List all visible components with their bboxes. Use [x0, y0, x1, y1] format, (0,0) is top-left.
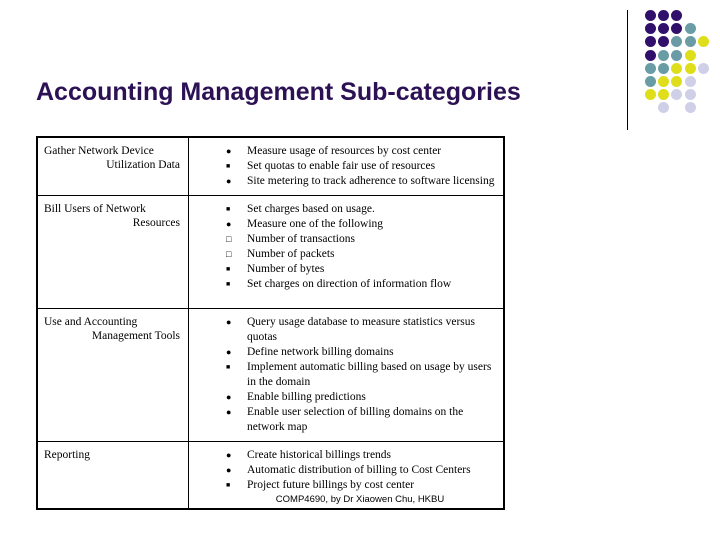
list-item-text: Enable billing predictions [247, 391, 366, 403]
page-title: Accounting Management Sub-categories [36, 78, 521, 106]
decorative-dot [658, 102, 669, 113]
list-item-text: Enable user selection of billing domains on the network map [247, 406, 464, 433]
decorative-dot [698, 63, 709, 74]
category-label-line1: Reporting [44, 449, 90, 461]
list-item [189, 448, 499, 463]
list-item [189, 315, 499, 345]
decorative-dot [658, 36, 669, 47]
list-item [189, 232, 499, 247]
list-item [189, 277, 499, 292]
table-row [37, 196, 504, 309]
category-label-line1: Gather Network Device [44, 145, 154, 157]
decorative-dot [658, 63, 669, 74]
list-item-text: Number of packets [247, 248, 335, 260]
decorative-dot [671, 63, 682, 74]
table-row [37, 137, 504, 196]
bullet-square-icon: ■ [226, 281, 231, 288]
decorative-dot [685, 23, 696, 34]
list-item-text: Site metering to track adherence to software licensing [247, 175, 495, 187]
list-item-text: Set charges based on usage. [247, 203, 375, 215]
decorative-dot [645, 63, 656, 74]
decorative-dot [685, 36, 696, 47]
decorative-dot [645, 36, 656, 47]
decorative-dot [685, 102, 696, 113]
list-item-text: Measure one of the following [247, 218, 384, 230]
category-label-line2: Management Tools [91, 330, 180, 342]
bullet-round-icon: ● [226, 317, 232, 327]
decorative-dot [671, 36, 682, 47]
bullet-list [189, 448, 499, 493]
list-item-text: Project future billings by cost center [247, 479, 415, 491]
bullet-square-icon: ■ [226, 482, 231, 489]
bullet-round-icon: ● [226, 146, 232, 156]
bullet-round-icon: ● [226, 407, 232, 417]
list-item [189, 247, 499, 262]
list-item [189, 159, 499, 174]
sub-categories-table [36, 136, 505, 510]
decorative-dot [658, 50, 669, 61]
bullet-list [189, 202, 499, 292]
decorative-dot [685, 63, 696, 74]
decorative-dot [645, 23, 656, 34]
table-row [37, 309, 504, 442]
items-cell [189, 309, 505, 442]
decorative-dot [685, 89, 696, 100]
decorative-dot [685, 50, 696, 61]
decorative-dot [645, 10, 656, 21]
decorative-dot [698, 36, 709, 47]
list-item [189, 262, 499, 277]
category-cell [37, 196, 189, 309]
list-item [189, 405, 499, 435]
bullet-list [189, 144, 499, 189]
bullet-square-icon: ■ [226, 206, 231, 213]
list-item-text: Set charges on direction of information flow [247, 278, 452, 290]
bullet-square-icon: ■ [226, 163, 231, 170]
footer-credit: COMP4690, by Dr Xiaowen Chu, HKBU [275, 494, 445, 505]
list-item-text: Define network billing domains [247, 346, 394, 358]
decorative-dot [658, 89, 669, 100]
decorative-dot [658, 10, 669, 21]
bullet-round-icon: ● [226, 450, 232, 460]
list-item [189, 217, 499, 232]
list-item-text: Number of bytes [247, 263, 325, 275]
list-item [189, 144, 499, 159]
decorative-dot [645, 76, 656, 87]
decorative-dot [671, 10, 682, 21]
category-label-line2: Resources [132, 217, 180, 229]
bullet-round-icon: ● [226, 465, 232, 475]
decorative-dot-grid [645, 10, 717, 125]
decorative-dot [671, 23, 682, 34]
list-item-text: Query usage database to measure statistics versus quotas [247, 316, 476, 343]
decorative-dot [658, 23, 669, 34]
decorative-dot [645, 50, 656, 61]
bullet-round-icon: ● [226, 347, 232, 357]
list-item [189, 174, 499, 189]
bullet-list [189, 315, 499, 435]
items-cell [189, 137, 505, 196]
decorative-dot [671, 89, 682, 100]
bullet-round-icon: ● [226, 219, 232, 229]
decorative-dot [645, 89, 656, 100]
decorative-dot [671, 76, 682, 87]
bullet-hollow-icon: □ [226, 234, 232, 244]
list-item [189, 345, 499, 360]
category-cell [37, 309, 189, 442]
decorative-dot [658, 76, 669, 87]
list-item [189, 202, 499, 217]
category-label-line1: Bill Users of Network [44, 203, 146, 215]
list-item [189, 463, 499, 478]
items-cell [189, 196, 505, 309]
list-item-text: Number of transactions [247, 233, 355, 245]
list-item [189, 478, 499, 493]
list-item [189, 360, 499, 390]
bullet-hollow-icon: □ [226, 249, 232, 259]
list-item-text: Automatic distribution of billing to Cost Centers [247, 464, 471, 476]
vertical-divider-rule [627, 10, 628, 130]
bullet-round-icon: ● [226, 176, 232, 186]
list-item [189, 390, 499, 405]
bullet-square-icon: ■ [226, 364, 231, 371]
list-item-text: Measure usage of resources by cost center [247, 145, 442, 157]
category-cell [37, 137, 189, 196]
list-item-text: Create historical billings trends [247, 449, 392, 461]
category-label-line2: Utilization Data [106, 159, 180, 171]
decorative-dot [671, 50, 682, 61]
bullet-round-icon: ● [226, 392, 232, 402]
list-item-text: Set quotas to enable fair use of resources [247, 160, 436, 172]
decorative-dot [685, 76, 696, 87]
list-item-text: Implement automatic billing based on usage by users in the domain [247, 361, 492, 388]
category-label-line1: Use and Accounting [44, 316, 138, 328]
bullet-square-icon: ■ [226, 266, 231, 273]
